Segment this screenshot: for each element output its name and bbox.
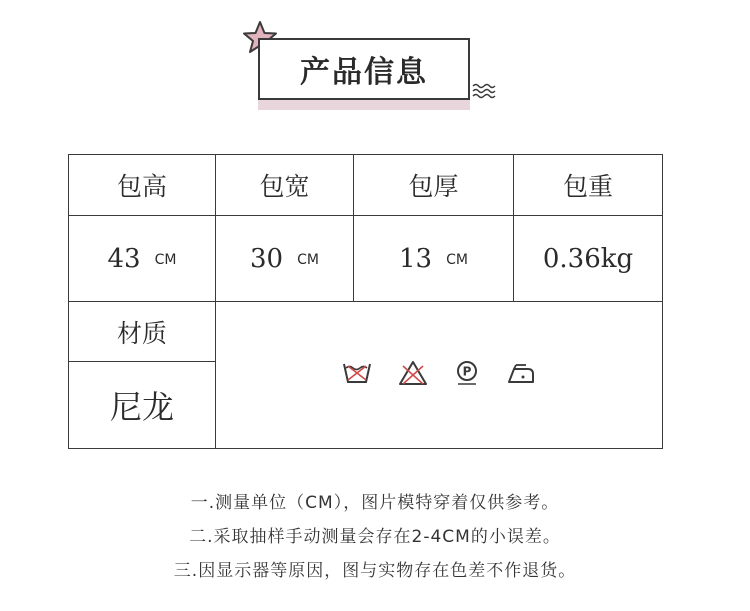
care-instructions xyxy=(216,302,663,449)
page-title: 产品信息 xyxy=(258,38,470,100)
material-label: 材质 xyxy=(69,302,216,362)
material-value: 尼龙 xyxy=(69,362,216,449)
header-width: 包宽 xyxy=(216,155,354,216)
note-line: 一.测量单位（CM），图片模特穿着仅供参考。 xyxy=(190,493,560,513)
value-number: 43 xyxy=(107,243,141,274)
header-depth: 包厚 xyxy=(354,155,514,216)
value-unit: CM xyxy=(446,251,468,268)
value-number: 0.36kg xyxy=(542,243,634,274)
dry-clean-p-icon xyxy=(454,360,480,390)
value-depth xyxy=(354,216,514,302)
header-weight: 包重 xyxy=(514,155,663,216)
note-line: 三.因显示器等原因，图与实物存在色差不作退货。 xyxy=(173,561,577,581)
value-number: 13 xyxy=(399,243,433,274)
note-line: 二.采取抽样手动测量会存在2-4CM的小误差。 xyxy=(189,527,561,547)
value-number: 30 xyxy=(250,243,284,274)
spec-table xyxy=(68,154,663,449)
no-bleach-icon xyxy=(398,360,428,390)
wave-decoration-icon xyxy=(472,82,496,100)
value-width xyxy=(216,216,354,302)
value-unit: CM xyxy=(154,251,177,268)
svg-text:P: P xyxy=(462,364,472,379)
value-height xyxy=(69,216,216,302)
value-row xyxy=(69,216,663,302)
header-height: 包高 xyxy=(69,155,216,216)
hand-wash-icon xyxy=(342,360,372,390)
title-banner xyxy=(240,18,510,118)
iron-low-icon xyxy=(506,360,536,390)
value-unit: CM xyxy=(297,251,319,268)
material-row xyxy=(69,302,663,362)
header-row xyxy=(69,155,663,216)
value-weight xyxy=(514,216,663,302)
notes-section xyxy=(0,486,750,588)
